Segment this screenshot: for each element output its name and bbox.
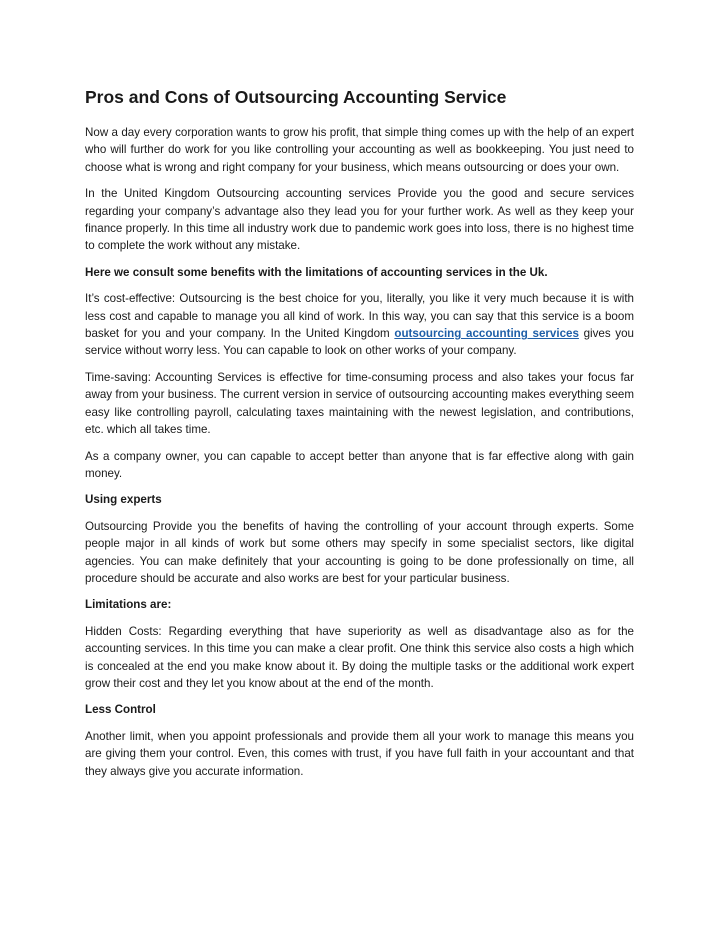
cost-effective-paragraph — [85, 290, 634, 360]
document-title: Pros and Cons of Outsourcing Accounting Service — [85, 87, 507, 107]
using-experts-paragraph: Outsourcing Provide you the benefits of having the controlling of your account through experts. Some people major in all kinds of work but some others may specify in some specialist sectors, like digital agencies. You can make definitely that your accounting is going to be done professionally on time, all procedure should be accurate and also works are best for your particular business. — [85, 519, 634, 585]
hidden-costs-paragraph: Hidden Costs: Regarding everything that have superiority as well as disadvantage also as for the accounting services. In this time you can make a clear profit. One think this service also costs a high which is concealed at the end you make know about it. By doing the multiple tasks or the additional work expert grow their cost and they let you know about at the end of the month. — [85, 624, 634, 690]
less-control-heading: Less Control — [85, 703, 156, 717]
outsourcing-accounting-services-link[interactable]: outsourcing accounting services — [394, 327, 579, 341]
cost-effective-text-end: gives you service without worry less. You can capable to look on other works of your company. — [85, 327, 635, 358]
limitations-heading: Limitations are: — [85, 598, 172, 612]
cost-effective-text-start: It’s cost-effective: Outsourcing is the best choice for you, literally, you like it very much because it is with less cost and capable to manage you all kind of work. In this way, you can say that this service is a boom basket for you and your company. In the United Kingdom — [85, 292, 634, 341]
time-saving-paragraph: Time-saving: Accounting Services is effective for time-consuming process and also takes your focus far away from your business. The current version in service of outsourcing accounting makes everything seem easy like controlling payroll, calculating taxes maintaining with the newest legislation, and contributions, etc. which all takes time. — [85, 370, 634, 437]
company-owner-paragraph: As a company owner, you can capable to accept better than anyone that is far effective along with gain money. — [85, 449, 634, 480]
benefits-heading: Here we consult some benefits with the limitations of accounting services in the Uk. — [85, 265, 548, 279]
less-control-paragraph: Another limit, when you appoint professionals and provide them all your work to manage this means you are giving them your control. Even, this comes with trust, if you have full faith in your accountant and that they always give you accurate information. — [85, 729, 634, 778]
intro-paragraph: Now a day every corporation wants to grow his profit, that simple thing comes up with the help of an expert who will further do work for you like controlling your accounting as well as bookkeeping. You just need to choose what is wrong and right company for your business, which means outsourcing or does your own. — [85, 126, 634, 174]
uk-services-paragraph: In the United Kingdom Outsourcing accounting services Provide you the good and secure services regarding your company’s advantage also they lead you for your further work. As well as they keep your finance properly. In this time all industry work due to pandemic work goes into loss, there is no highest time to complete the work without any mistake. — [85, 187, 634, 253]
using-experts-heading: Using experts — [85, 493, 162, 507]
